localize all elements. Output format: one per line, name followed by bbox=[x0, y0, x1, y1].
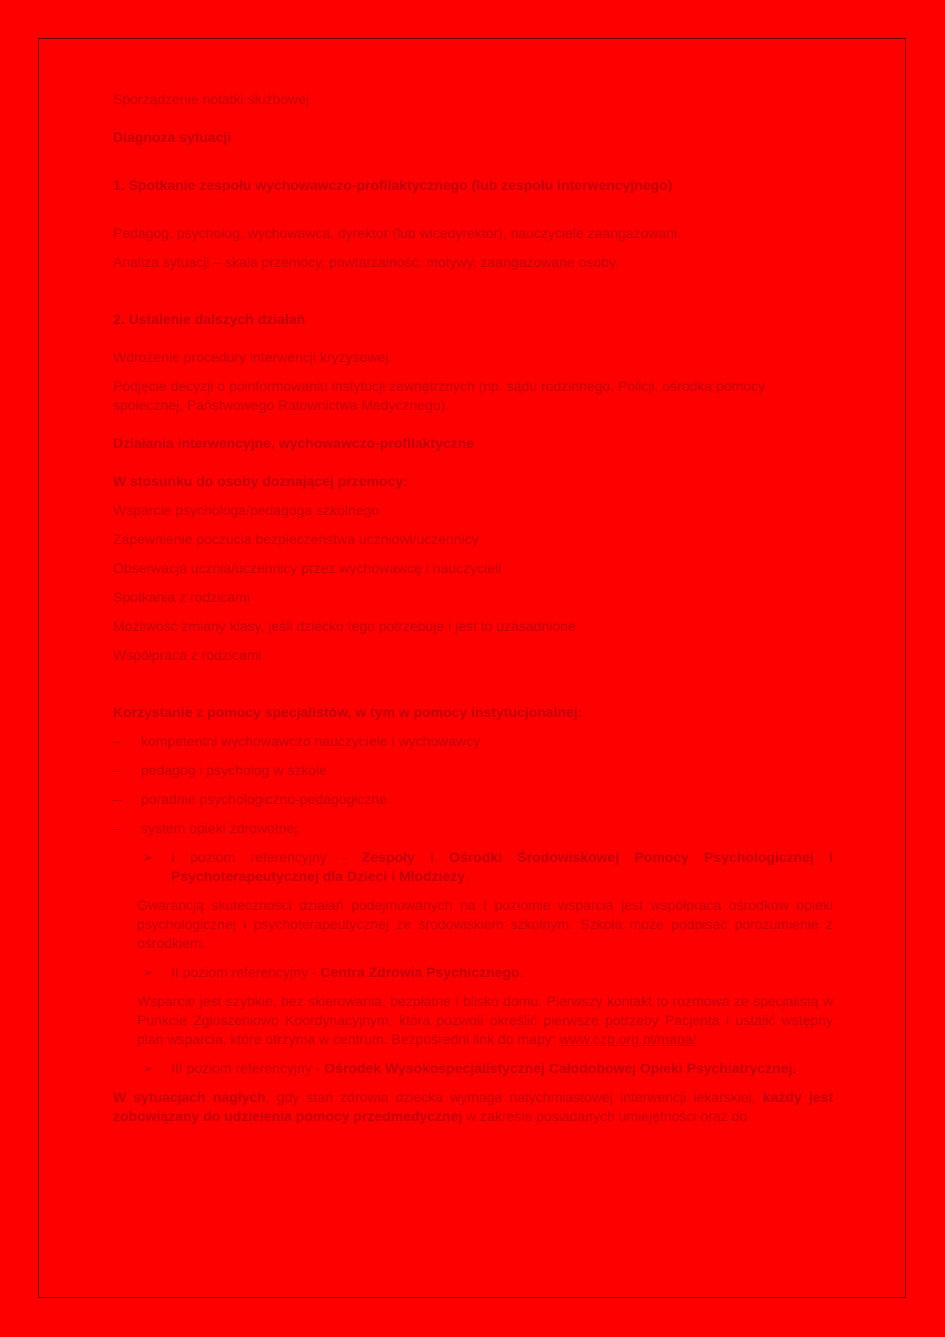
list-item: Zapewnienie poczucia bezpieczeństwa uczniowi/uczennicy bbox=[113, 531, 479, 547]
level3-prefix: III poziom referencyjny - bbox=[171, 1060, 325, 1076]
heading-interventions: Działania interwencyjne, wychowawczo-profilaktyczne bbox=[113, 435, 474, 451]
dash-bullet: – bbox=[113, 820, 121, 836]
dash-list-item bbox=[113, 790, 833, 809]
dash-bullet: – bbox=[113, 791, 121, 807]
list-item-text: system opieki zdrowotnej: bbox=[141, 820, 302, 836]
heading-further-actions: 2. Ustalenie dalszych działań bbox=[113, 311, 306, 327]
paragraph-participants: Pedagog, psycholog, wychowawca, dyrektor (lub wicedyrektor), nauczyciele zaangażowani. bbox=[113, 225, 682, 241]
arrow-bullet-icon: ➢ bbox=[142, 849, 154, 865]
level1-description: Gwarancją skuteczności działań podejmowanych na I poziomie wsparcia jest współpraca ośrodków opieki psychologicznej i psychoterapeutycznej ze środowiskiem szkolnym. Szkoła może podpisać porozumienie z ośrodkiem. bbox=[137, 897, 833, 951]
map-link[interactable]: www.czp.org.pl/mapa/ bbox=[559, 1031, 697, 1047]
arrow-list-item-level1 bbox=[113, 848, 833, 886]
level2-description bbox=[113, 992, 833, 1049]
paragraph-emergency bbox=[113, 1088, 833, 1126]
level2-name: Centra Zdrowia Psychicznego bbox=[320, 964, 520, 980]
list-item: Możliwość zmiany klasy, jeśli dziecko tego potrzebuje i jest to uzasadnione bbox=[113, 618, 576, 634]
paragraph-analysis: Analiza sytuacji – skala przemocy, powtarzalność, motywy, zaangażowane osoby. bbox=[113, 254, 619, 270]
level2-end: . bbox=[519, 964, 524, 980]
level2-desc-text: Wsparcie jest szybkie, bez skierowania, bezpłatne i blisko domu. Pierwszy kontakt to rozmowa ze specjalistą w Punkcie Zgłoszeniowo Koordynacyjnym, która pozwoli określić pierwsze potrzeby Pacjenta i ustalić wstępny plan wsparcia, które otrzyma w centrum. Bezpośredni link do mapy: bbox=[137, 993, 833, 1047]
level1-text bbox=[171, 848, 833, 886]
list-item: Współpraca z rodzicami bbox=[113, 647, 262, 663]
dash-bullet: – bbox=[113, 733, 121, 749]
heading-team-meeting: 1. Spotkanie zespołu wychowawczo-profilaktycznego (lub zespołu interwencyjnego) bbox=[113, 177, 673, 193]
paragraph-note: Sporządzenie notatki służbowej bbox=[113, 91, 310, 107]
heading-diagnosis: Diagnoza sytuacji bbox=[113, 129, 232, 145]
list-item: Spotkania z rodzicami bbox=[113, 589, 250, 605]
arrow-bullet-icon: ➢ bbox=[142, 964, 154, 980]
list-item-text: pedagog i psycholog w szkole bbox=[141, 762, 328, 778]
dash-bullet: – bbox=[113, 762, 121, 778]
list-item: Obserwacja ucznia/uczennicy przez wychowawcę i nauczycieli bbox=[113, 560, 502, 576]
emergency-bold-2: każdy jest zobowiązany do udzielenia pomocy przedmedycznej bbox=[113, 1089, 833, 1124]
dash-list-item bbox=[113, 819, 833, 838]
level1-prefix: I poziom referencyjny - bbox=[171, 849, 362, 865]
document-body bbox=[113, 90, 833, 1126]
level2-prefix: II poziom referencyjny - bbox=[171, 964, 321, 980]
emergency-text-2: w zakresie posiadanych umiejętności oraz do bbox=[462, 1108, 748, 1124]
arrow-list-item-level2 bbox=[113, 963, 833, 982]
heading-specialists: Korzystanie z pomocy specjalistów, w tym w pomocy instytucjonalnej: bbox=[113, 704, 583, 720]
heading-victim: W stosunku do osoby doznającej przemocy: bbox=[113, 473, 408, 489]
list-item-text: kompetentni wychowawczo nauczyciele i wychowawcy bbox=[141, 733, 481, 749]
arrow-bullet-icon: ➢ bbox=[142, 1060, 154, 1076]
emergency-bold-1: W sytuacjach nagłych bbox=[113, 1089, 266, 1105]
list-item: Wsparcie psychologa/pedagoga szkolnego bbox=[113, 502, 380, 518]
dash-list-item bbox=[113, 761, 833, 780]
level1-end: . bbox=[465, 868, 469, 884]
level3-name: Ośrodek Wysokospecjalistycznej Całodobowej Opieki Psychiatrycznej. bbox=[324, 1060, 797, 1076]
level3-text bbox=[171, 1059, 796, 1078]
level1-name: Zespoły i Ośrodki Środowiskowej Pomocy Psychologicznej i Psychoterapeutycznej dla Dzieci i Młodzieży bbox=[171, 849, 833, 884]
paragraph-crisis-procedure: Wdrożenie procedury interwencji kryzysowej. bbox=[113, 349, 393, 365]
dash-list-item bbox=[113, 732, 833, 751]
level2-text bbox=[171, 963, 523, 982]
arrow-list-item-level3 bbox=[113, 1059, 833, 1078]
list-item-text: poradnie psychologiczno-pedagogiczne bbox=[141, 791, 387, 807]
paragraph-external-institutions: Podjęcie decyzji o poinformowaniu instytucji zewnętrznych (np. sądu rodzinnego, Policji, ośrodka pomocy społecznej, Państwowego Ratownictwa Medycznego). bbox=[113, 378, 766, 413]
emergency-text-1: , gdy stan zdrowia dziecka wymaga natychmiastowej interwencji lekarskiej, bbox=[265, 1089, 763, 1105]
